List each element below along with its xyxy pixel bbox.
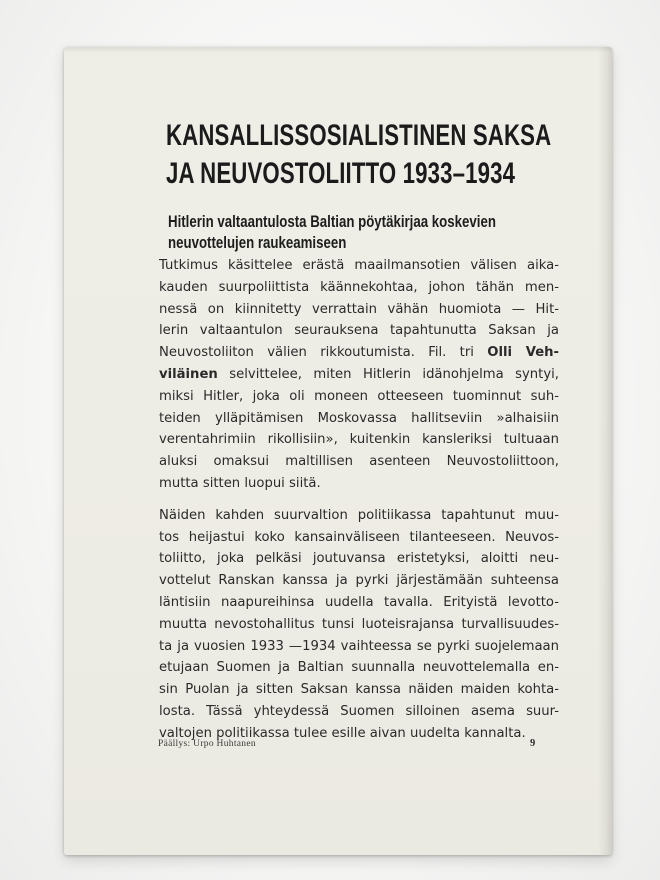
p1-line-10: aluksi omaksui maltillisen asenteen Neuvostoliittoon, <box>159 454 559 470</box>
book-subtitle <box>168 211 605 253</box>
p2-line-8: etujaan Suomen ja Baltian suunnalla neuvottelemalla en- <box>159 660 559 676</box>
p1-line-6-text: selvittelee, miten Hitlerin idänohjelma syntyi, <box>217 366 559 382</box>
p1-line-1: Tutkimus käsittelee erästä maailmansotien välisen aika- <box>159 258 559 273</box>
cover-top-edge <box>64 47 612 53</box>
series-number: 9 <box>530 738 536 749</box>
book-title <box>166 117 552 193</box>
p2-line-9: sin Puolan ja sitten Saksan kanssa näiden maiden kohta- <box>159 682 559 698</box>
subtitle-line-2: neuvottelujen raukeamiseen <box>168 233 347 252</box>
subtitle-line-1: Hitlerin valtaantulosta Baltian pöytäkirjaa koskevien <box>168 212 496 231</box>
book-back-cover <box>64 47 612 855</box>
p2-line-2: tos heijastui koko kansainväliseen tilanteeseen. Neuvos- <box>159 529 559 545</box>
title-line-1: KANSALLISSOSIALISTINEN SAKSA <box>166 119 552 152</box>
p1-line-4: lerin valtaantulon seurauksena tapahtunutta Saksan ja <box>159 323 559 339</box>
p2-line-4: vottelut Ranskan kanssa ja pyrki järjestämään suhteensa <box>159 573 559 589</box>
blurb-paragraph-1 <box>159 255 559 495</box>
p2-line-1: Näiden kahden suurvaltion politiikassa tapahtunut muu- <box>159 507 559 523</box>
p1-line-5 <box>159 342 559 364</box>
blurb-paragraph-2 <box>159 505 559 745</box>
p2-line-11: valtojen politiikassa tulee esille aivan uudelta kannalta. <box>159 725 526 741</box>
p2-line-3: toliitto, joka pelkäsi joutuvansa eristetyksi, aloitti neu- <box>159 551 559 567</box>
p1-line-7: miksi Hitler, joka oli moneen otteeseen tuominnut suh- <box>159 388 559 404</box>
author-name-part-1: Olli Veh- <box>487 345 560 361</box>
p1-line-11: mutta sitten luopui siitä. <box>159 475 321 491</box>
p1-line-6 <box>159 364 559 386</box>
p1-line-9: verentahrimiin rikollisiin», kuitenkin kansleriksi tultuaan <box>159 432 559 448</box>
p2-line-6: muutta nevostohallitus tunsi luoteisrajansa turvallisuudes- <box>159 616 559 632</box>
p1-line-2: kauden suurpoliittista käännekohtaa, johon tähän men- <box>159 279 559 295</box>
p1-line-3: nessä on kiinnitetty verrattain vähän huomiota — Hit- <box>159 301 559 317</box>
p2-line-5: läntisiin naapureihinsa uudella tavalla. Erityistä levotto- <box>159 594 559 610</box>
author-name-part-2: viläinen <box>159 366 218 382</box>
p2-line-10: losta. Tässä yhteydessä Suomen silloinen asema suur- <box>159 703 559 719</box>
p1-line-8: teiden ylläpitämisen Moskovassa hallitseviin »alhaisiin <box>159 410 559 426</box>
p2-line-7: ta ja vuosien 1933 —1934 vaihteessa se pyrki suojelemaan <box>159 638 559 654</box>
cover-designer-credit: Päällys: Urpo Huhtanen <box>158 739 256 749</box>
title-line-2: JA NEUVOSTOLIITTO 1933–1934 <box>166 157 516 190</box>
cover-spine-edge <box>598 47 612 855</box>
blurb-text <box>159 255 559 745</box>
p1-line-5-text: Neuvostoliiton välien rikkoutumista. Fil. tri <box>159 345 488 361</box>
